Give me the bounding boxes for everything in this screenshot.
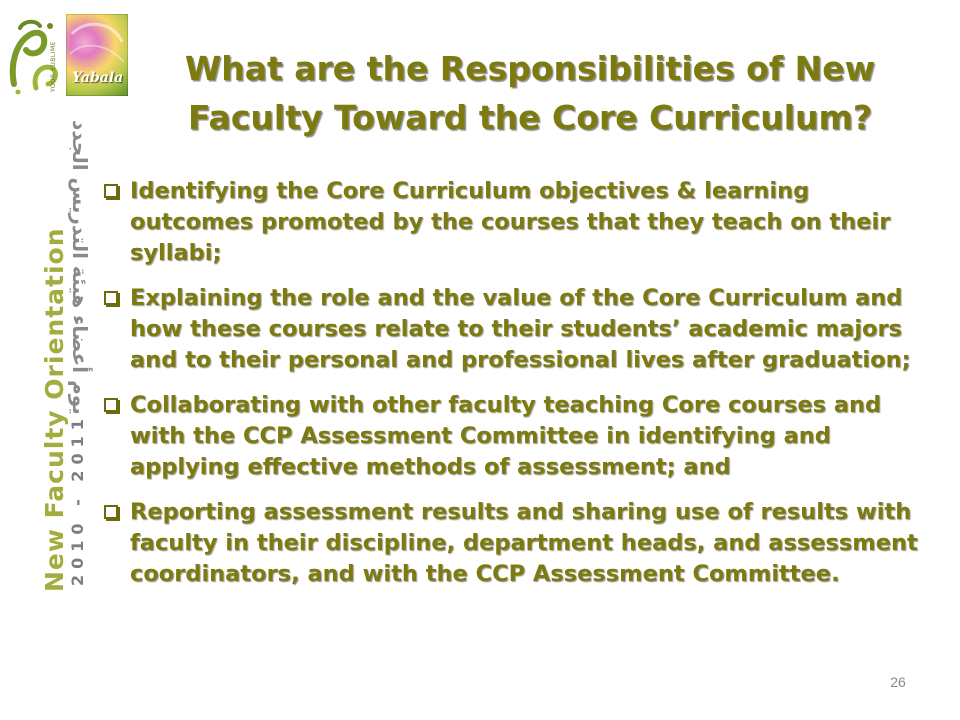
bullet-list	[100, 176, 930, 604]
bullet-text: Explaining the role and the value of the Core Curriculum and how these courses relate to their students’ academic majors and to their personal and professional lives after graduation;	[130, 285, 911, 373]
slide-title-line-2: Faculty Toward the Core Curriculum?	[187, 98, 873, 137]
bullet-text: Identifying the Core Curriculum objectives & learning outcomes promoted by the courses that they teach on their syllabi;	[130, 178, 891, 266]
bullet-text: Reporting assessment results and sharing use of results with faculty in their discipline, department heads, and assessment coordinators, and with the CCP Assessment Committee.	[130, 499, 918, 587]
bullet-text: Collaborating with other faculty teaching Core courses and with the CCP Assessment Committee in identifying and applying effective methods of assessment; and	[130, 392, 882, 480]
bullet-item	[100, 497, 930, 590]
side-band-arabic-label: يوم أعضاء هيئة التدريس الجدد	[68, 120, 92, 415]
slide-title-line-1: What are the Responsibilities of New	[184, 49, 876, 88]
page-number: 26	[890, 674, 906, 690]
checkbox-bullet-icon	[104, 398, 118, 412]
checkbox-bullet-icon	[104, 184, 118, 198]
checkbox-bullet-icon	[104, 505, 118, 519]
logo-vertical-word: YOUR SUBLIME	[50, 41, 57, 92]
logo	[6, 14, 128, 96]
logo-image-tile	[66, 14, 128, 96]
logo-tile-word: Yabala	[72, 70, 124, 86]
side-band-years-label: 2010 - 2011	[68, 413, 87, 587]
checkbox-bullet-icon	[104, 291, 118, 305]
slide-title	[150, 44, 910, 142]
bullet-item	[100, 176, 930, 269]
bullet-item	[100, 390, 930, 483]
bullet-item	[100, 283, 930, 376]
side-band-english-label: New Faculty Orientation	[40, 227, 69, 593]
